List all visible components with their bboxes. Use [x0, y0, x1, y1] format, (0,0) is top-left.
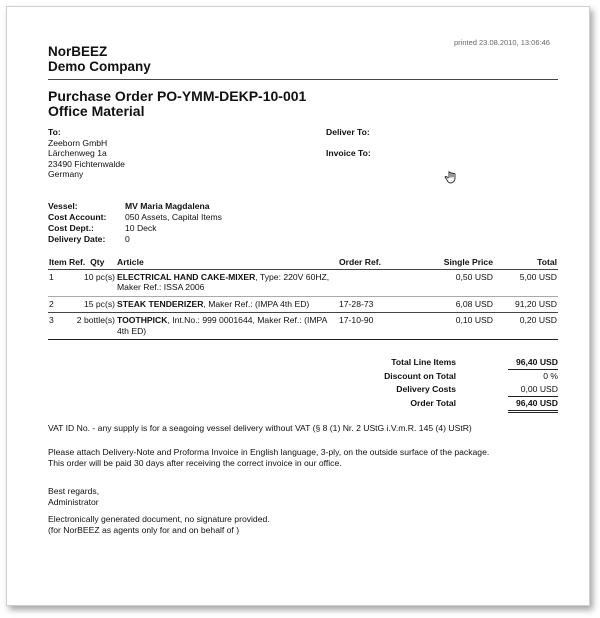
cell-article [116, 296, 338, 313]
cell-order-ref: 17-28-73 [338, 296, 418, 313]
article-name: ELECTRICAL HAND CAKE-MIXER [117, 271, 256, 282]
discount-value: 0 % [543, 371, 558, 381]
order-total-value: 96,40 USD [515, 398, 558, 408]
cell-price: 0,10 USD [418, 313, 494, 340]
totals-divider [508, 369, 558, 370]
table-row [48, 296, 558, 313]
cell-item: 2 [48, 296, 70, 313]
cell-order-ref [338, 269, 418, 296]
to-address-line: Germany [48, 169, 84, 179]
deliver-to-label: Deliver To: [326, 127, 370, 137]
cell-total: 5,00 USD [494, 269, 558, 296]
cell-price: 0,50 USD [418, 269, 494, 296]
to-address-line: Lärchenweg 1a [48, 148, 107, 158]
generated-notice [48, 514, 568, 535]
vessel-value: MV Maria Magdalena [125, 201, 210, 211]
closing-regards [48, 486, 568, 507]
discount-label: Discount on Total [384, 371, 456, 381]
cell-price: 6,08 USD [418, 296, 494, 313]
header-item-ref: Item Ref. [49, 257, 86, 267]
order-number: Purchase Order PO-YMM-DEKP-10-001 [48, 88, 307, 104]
header-total: Total [494, 255, 558, 269]
vat-note: VAT ID No. - any supply is for a seagoing vessel delivery without VAT (§ 8 (1) Nr. 2 UStG i.V.m.R. 145 (4) UStR) [48, 423, 472, 433]
company-name-line2: Demo Company [48, 59, 151, 74]
header-single-price: Single Price [418, 255, 494, 269]
cell-qty: 10 pc(s) [70, 269, 116, 296]
cost-dept-label: Cost Dept.: [48, 223, 94, 233]
article-desc: , Int.No.: 999 0001644, Maker Ref.: (IMPA 4th ED) [117, 315, 327, 336]
order-total-double-underline [508, 412, 558, 413]
cell-article [116, 269, 338, 296]
cell-qty: 15 pc(s) [70, 296, 116, 313]
cell-article [116, 313, 338, 340]
cell-item: 3 [48, 313, 70, 340]
order-total-label: Order Total [410, 398, 456, 408]
totals-divider [508, 396, 558, 397]
cost-account-label: Cost Account: [48, 212, 107, 222]
header-divider [48, 79, 558, 80]
company-name [48, 44, 151, 74]
order-details [48, 201, 348, 247]
to-address-block [48, 127, 125, 180]
payment-terms-line: This order will be paid 30 days after receiving the correct invoice in our office. [48, 457, 342, 468]
total-line-items-label: Total Line Items [391, 357, 456, 367]
article-name: TOOTHPICK [117, 315, 168, 325]
hand-cursor-icon [444, 170, 458, 187]
cell-total: 0,20 USD [494, 313, 558, 340]
delivery-costs-value: 0,00 USD [520, 384, 558, 394]
table-row [48, 269, 558, 296]
table-row [48, 313, 558, 340]
printed-timestamp: printed 23.08.2010, 13:06:46 [454, 38, 550, 47]
header-order-ref: Order Ref. [338, 255, 418, 269]
header-article: Article [116, 255, 338, 269]
cost-dept-value: 10 Deck [125, 223, 157, 233]
cell-qty: 2 bottle(s) [70, 313, 116, 340]
to-address-line: Zeeborn GmbH [48, 137, 108, 148]
order-subject: Office Material [48, 103, 145, 119]
header-qty: Qty [90, 257, 105, 267]
table-header-row [48, 255, 558, 269]
to-label: To: [48, 127, 61, 137]
order-title [48, 89, 306, 119]
cell-item: 1 [48, 269, 70, 296]
article-desc: , Maker Ref.: (IMPA 4th ED) [203, 298, 310, 309]
company-name-line1: NorBEEZ [48, 44, 108, 59]
article-name: STEAK TENDERIZER [117, 298, 204, 309]
delivery-date-label: Delivery Date: [48, 234, 106, 244]
to-address-line: 23490 Fichtenwalde [48, 158, 125, 169]
cell-order-ref: 17-10-90 [338, 313, 418, 340]
cost-account-value: 050 Assets, Capital Items [125, 212, 222, 222]
invoice-to-label: Invoice To: [326, 148, 371, 158]
delivery-instructions-line: Please attach Delivery-Note and Proforma Invoice in English language, 3-ply, on the outside surface of the package. [48, 447, 490, 457]
delivery-costs-label: Delivery Costs [396, 384, 456, 394]
order-total-double-underline [508, 410, 558, 411]
article-desc: , Type: 220V 60HZ, Maker Ref.: ISSA 2006 [117, 271, 330, 292]
delivery-instructions [48, 447, 568, 468]
line-items-table [48, 255, 558, 340]
delivery-date-value: 0 [125, 234, 130, 244]
signatory: Administrator [48, 496, 99, 507]
cell-total: 91,20 USD [494, 296, 558, 313]
agent-notice-line: (for NorBEEZ as agents only for and on behalf of ) [48, 524, 240, 535]
header-item-ref-qty [48, 255, 116, 269]
regards-line: Best regards, [48, 486, 100, 496]
vessel-label: Vessel: [48, 201, 78, 211]
generated-notice-line: Electronically generated document, no signature provided. [48, 514, 270, 524]
total-line-items-value: 96,40 USD [515, 357, 558, 367]
